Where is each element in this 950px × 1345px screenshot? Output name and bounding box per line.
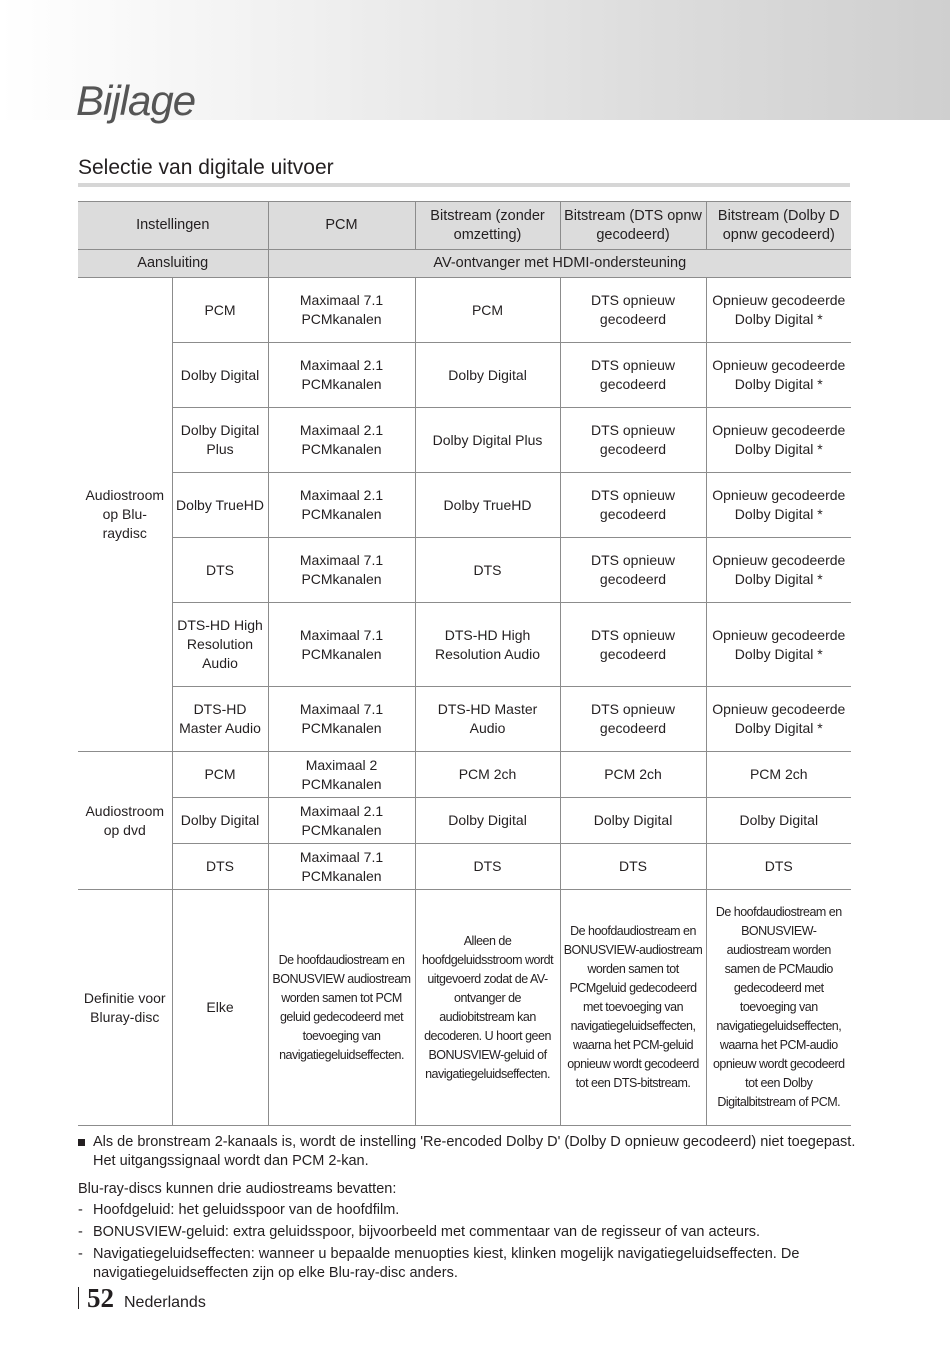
notes-intro: Blu-ray-discs kunnen drie audiostreams bevatten: bbox=[78, 1181, 397, 1197]
dts-cell: DTS opnieuw gecodeerd bbox=[560, 473, 706, 538]
connection-row bbox=[78, 250, 851, 278]
dolby-cell: Opnieuw gecodeerde Dolby Digital * bbox=[706, 408, 851, 473]
bitstream-cell: Dolby TrueHD bbox=[415, 473, 560, 538]
source-cell: Dolby Digital bbox=[172, 343, 268, 408]
source-cell: PCM bbox=[172, 752, 268, 798]
dolby-cell: Dolby Digital bbox=[706, 798, 851, 844]
definition-source: Elke bbox=[172, 890, 268, 1126]
dolby-cell: Opnieuw gecodeerde Dolby Digital * bbox=[706, 473, 851, 538]
definition-label: Definitie voor Bluray-disc bbox=[78, 890, 172, 1126]
bitstream-cell: Dolby Digital bbox=[415, 343, 560, 408]
group-label-dvd: Audiostroom op dvd bbox=[78, 752, 172, 890]
section-title: Selectie van digitale uitvoer bbox=[78, 156, 334, 179]
note-item bbox=[78, 1133, 858, 1171]
bitstream-cell: Dolby Digital Plus bbox=[415, 408, 560, 473]
bitstream-cell: DTS bbox=[415, 538, 560, 603]
pcm-cell: Maximaal 2.1 PCMkanalen bbox=[268, 408, 415, 473]
dolby-cell: Opnieuw gecodeerde Dolby Digital * bbox=[706, 538, 851, 603]
header-bitstream: Bitstream (zonder omzetting) bbox=[415, 202, 560, 250]
dolby-cell: DTS bbox=[706, 844, 851, 890]
definition-bitstream: Alleen de hoofdgeluidsstroom wordt uitgevoerd zodat de AV-ontvanger de audiobitstream kan decoderen. U hoort geen BONUSVIEW-geluid of navigatiegeluidseffecten. bbox=[415, 890, 560, 1126]
connection-value: AV-ontvanger met HDMI-ondersteuning bbox=[268, 250, 851, 278]
pcm-cell: Maximaal 7.1 PCMkanalen bbox=[268, 278, 415, 343]
pcm-cell: Maximaal 7.1 PCMkanalen bbox=[268, 844, 415, 890]
footer-language: Nederlands bbox=[124, 1294, 206, 1311]
dts-cell: DTS opnieuw gecodeerd bbox=[560, 408, 706, 473]
table-row bbox=[78, 752, 851, 798]
dash-bullet: - bbox=[78, 1246, 83, 1262]
bitstream-cell: PCM bbox=[415, 278, 560, 343]
definition-pcm: De hoofdaudiostream en BONUSVIEW audiostream worden samen tot PCM geluid gedecodeerd met toevoeging van navigatiegeluidseffecten. bbox=[268, 890, 415, 1126]
source-cell: PCM bbox=[172, 278, 268, 343]
page-footer bbox=[78, 1283, 206, 1313]
pcm-cell: Maximaal 7.1 PCMkanalen bbox=[268, 687, 415, 752]
bitstream-cell: PCM 2ch bbox=[415, 752, 560, 798]
table-header-row bbox=[78, 202, 851, 250]
dts-cell: DTS opnieuw gecodeerd bbox=[560, 278, 706, 343]
header-bitstream-dolby: Bitstream (Dolby D opnw gecodeerd) bbox=[706, 202, 851, 250]
dts-cell: Dolby Digital bbox=[560, 798, 706, 844]
definition-dts: De hoofdaudiostream en BONUSVIEW-audiostream worden samen tot PCMgeluid gedecodeerd met toevoeging van navigatiegeluidseffecten, waarna het PCM-geluid opnieuw wordt gecodeerd tot een DTS-bitstream. bbox=[560, 890, 706, 1126]
dolby-cell: Opnieuw gecodeerde Dolby Digital * bbox=[706, 343, 851, 408]
dts-cell: DTS opnieuw gecodeerd bbox=[560, 343, 706, 408]
note-text: Als de bronstream 2-kanaals is, wordt de instelling 'Re-encoded Dolby D' (Dolby D opnieuw gecodeerd) niet toegepast. Het uitgangssignaal wordt dan PCM 2-kan. bbox=[93, 1134, 856, 1169]
list-item-text: Navigatiegeluidseffecten: wanneer u bepaalde menuopties kiest, klinken mogelijk navigatiegeluidseffecten. De navigatiegeluidseffecten zijn op elke Blu-ray-disc anders. bbox=[93, 1246, 800, 1281]
notes-section bbox=[78, 1133, 858, 1283]
definition-dolby: De hoofdaudiostream en BONUSVIEW-audiostream worden samen de PCMaudio gedecodeerd met toevoeging van navigatiegeluidseffecten, waarna het PCM-audio opnieuw wordt gecodeerd tot een Dolby Digitalbitstream of PCM. bbox=[706, 890, 851, 1126]
table-row bbox=[78, 343, 851, 408]
dts-cell: DTS opnieuw gecodeerd bbox=[560, 538, 706, 603]
digital-output-table bbox=[78, 201, 851, 1126]
dash-bullet: - bbox=[78, 1202, 83, 1218]
bitstream-cell: DTS-HD Master Audio bbox=[415, 687, 560, 752]
table-row bbox=[78, 538, 851, 603]
definition-row bbox=[78, 890, 851, 1126]
source-cell: DTS-HD High Resolution Audio bbox=[172, 603, 268, 687]
list-item bbox=[78, 1245, 858, 1283]
pcm-cell: Maximaal 2 PCMkanalen bbox=[268, 752, 415, 798]
dolby-cell: Opnieuw gecodeerde Dolby Digital * bbox=[706, 278, 851, 343]
dolby-cell: Opnieuw gecodeerde Dolby Digital * bbox=[706, 687, 851, 752]
source-cell: DTS bbox=[172, 844, 268, 890]
source-cell: DTS-HD Master Audio bbox=[172, 687, 268, 752]
table-row bbox=[78, 603, 851, 687]
table-row bbox=[78, 844, 851, 890]
table-row bbox=[78, 278, 851, 343]
pcm-cell: Maximaal 7.1 PCMkanalen bbox=[268, 538, 415, 603]
dash-bullet: - bbox=[78, 1224, 83, 1240]
dolby-cell: Opnieuw gecodeerde Dolby Digital * bbox=[706, 603, 851, 687]
table-row bbox=[78, 473, 851, 538]
list-item bbox=[78, 1223, 858, 1242]
list-item-text: BONUSVIEW-geluid: extra geluidsspoor, bijvoorbeeld met commentaar van de regisseur of van acteurs. bbox=[93, 1224, 761, 1240]
source-cell: Dolby Digital bbox=[172, 798, 268, 844]
source-cell: Dolby TrueHD bbox=[172, 473, 268, 538]
source-cell: DTS bbox=[172, 538, 268, 603]
pcm-cell: Maximaal 2.1 PCMkanalen bbox=[268, 798, 415, 844]
connection-label: Aansluiting bbox=[78, 250, 268, 278]
table-row bbox=[78, 687, 851, 752]
header-settings: Instellingen bbox=[78, 202, 268, 250]
chapter-title: Bijlage bbox=[76, 77, 196, 124]
header-pcm: PCM bbox=[268, 202, 415, 250]
bitstream-cell: DTS bbox=[415, 844, 560, 890]
bitstream-cell: Dolby Digital bbox=[415, 798, 560, 844]
pcm-cell: Maximaal 2.1 PCMkanalen bbox=[268, 473, 415, 538]
table-row bbox=[78, 408, 851, 473]
list-item bbox=[78, 1201, 858, 1220]
dolby-cell: PCM 2ch bbox=[706, 752, 851, 798]
pcm-cell: Maximaal 7.1 PCMkanalen bbox=[268, 603, 415, 687]
dts-cell: DTS opnieuw gecodeerd bbox=[560, 687, 706, 752]
footer-divider bbox=[78, 1287, 79, 1309]
dts-cell: DTS opnieuw gecodeerd bbox=[560, 603, 706, 687]
square-bullet-icon bbox=[78, 1139, 85, 1146]
pcm-cell: Maximaal 2.1 PCMkanalen bbox=[268, 343, 415, 408]
header-bitstream-dts: Bitstream (DTS opnw gecodeerd) bbox=[560, 202, 706, 250]
dts-cell: DTS bbox=[560, 844, 706, 890]
dts-cell: PCM 2ch bbox=[560, 752, 706, 798]
group-label-bluray: Audiostroom op Blu-raydisc bbox=[78, 278, 172, 752]
source-cell: Dolby Digital Plus bbox=[172, 408, 268, 473]
bitstream-cell: DTS-HD High Resolution Audio bbox=[415, 603, 560, 687]
page-number: 52 bbox=[87, 1283, 114, 1313]
section-divider bbox=[78, 183, 850, 187]
table-row bbox=[78, 798, 851, 844]
list-item-text: Hoofdgeluid: het geluidsspoor van de hoofdfilm. bbox=[93, 1202, 400, 1218]
